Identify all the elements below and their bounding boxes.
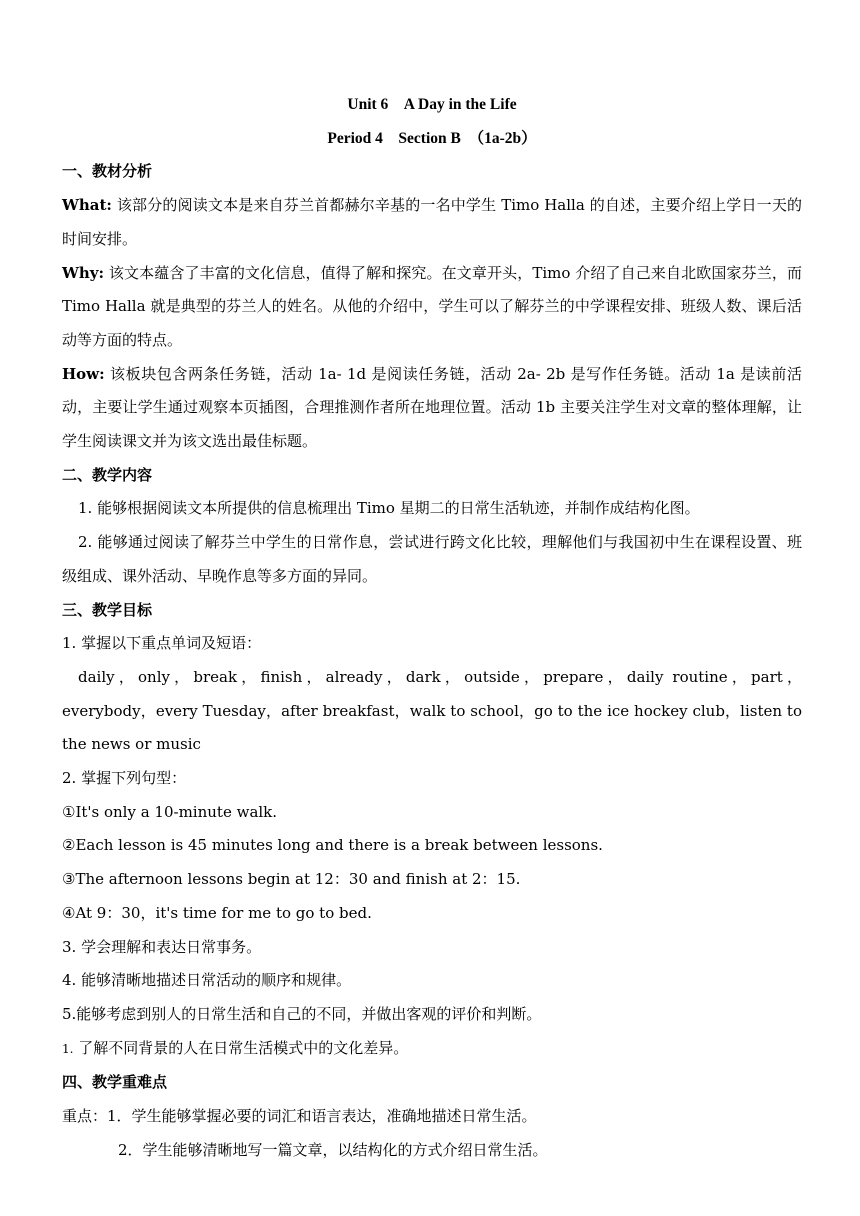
- objective-item-3: 3. 学会理解和表达日常事务。: [62, 937, 262, 956]
- sentence-3: ③The afternoon lessons begin at 12：30 and finish at 2：15.: [62, 870, 521, 889]
- objective-item-5: 5.能够考虑到别人的日常生活和自己的不同，并做出客观的评价和判断。: [62, 1004, 542, 1023]
- sentence-1: ①It's only a 10-minute walk.: [62, 802, 278, 821]
- why-text: 该文本蕴含了丰富的文化信息，值得了解和探究。在文章开头，Timo 介绍了自己来自北欧国家芬兰，而 Timo Halla 就是典型的芬兰人的姓名。从他的介绍中，学生可以了解芬兰的中学课程安排、班级人数、课后活动等方面的特点。: [62, 263, 802, 349]
- objective-item-6: [62, 1032, 802, 1067]
- how-label: How:: [62, 364, 105, 383]
- content-item-2: 2. 能够通过阅读了解芬兰中学生的日常作息，尝试进行跨文化比较，理解他们与我国初中生在课程设置、班级组成、课外活动、早晚作息等多方面的异同。: [62, 533, 802, 585]
- how-text: 该板块包含两条任务链，活动 1a- 1d 是阅读任务链，活动 2a- 2b 是写作任务链。活动 1a 是读前活动，主要让学生通过观察本页插图，合理推测作者所在地理位置。活动 1b 主要关注学生对文章的整体理解，让学生阅读课文并为该文选出最佳标题。: [62, 364, 802, 451]
- how-paragraph: [62, 358, 802, 459]
- section-heading-4: 四、教学重难点: [62, 1073, 168, 1092]
- vocabulary-list: daily，only，break，finish，already，dark，outside，prepare，daily routine，part，everybody，every Tuesday，after breakfast，walk to school，go to the ice hockey club，listen to the news or music: [62, 667, 802, 754]
- sentence-2: ②Each lesson is 45 minutes long and there is a break between lessons.: [62, 836, 603, 855]
- key-point-2: 2．学生能够清晰地写一篇文章，以结构化的方式介绍日常生活。: [118, 1140, 548, 1159]
- section-heading-1: 一、教材分析: [62, 162, 153, 181]
- sentence-4: ④At 9：30，it's time for me to go to bed.: [62, 903, 372, 922]
- content-item-1: 1. 能够根据阅读文本所提供的信息梳理出 Timo 星期二的日常生活轨迹，并制作成结构化图。: [78, 499, 700, 518]
- key-point-1: 重点：1．学生能够掌握必要的词汇和语言表达，准确地描述日常生活。: [62, 1107, 537, 1126]
- period-title: Period 4 Section B （1a-2b）: [327, 129, 537, 147]
- what-paragraph: [62, 189, 802, 256]
- section-heading-3: 三、教学目标: [62, 600, 153, 619]
- why-paragraph: [62, 257, 802, 358]
- objective-item-6-text: 了解不同背景的人在日常生活模式中的文化差异。: [73, 1038, 409, 1057]
- section-heading-2: 二、教学内容: [62, 465, 153, 484]
- unit-title: Unit 6 A Day in the Life: [347, 96, 517, 113]
- objective-item-1: 1. 掌握以下重点单词及短语：: [62, 634, 262, 653]
- objective-item-2: 2. 掌握下列句型：: [62, 769, 187, 788]
- why-label: Why:: [62, 263, 105, 282]
- objective-item-4: 4. 能够清晰地描述日常活动的顺序和规律。: [62, 971, 352, 990]
- what-label: What:: [62, 196, 112, 215]
- objective-item-6-number: 1.: [62, 1041, 74, 1056]
- what-text: 该部分的阅读文本是来自芬兰首都赫尔辛基的一名中学生 Timo Halla 的自述，主要介绍上学日一天的时间安排。: [62, 196, 802, 248]
